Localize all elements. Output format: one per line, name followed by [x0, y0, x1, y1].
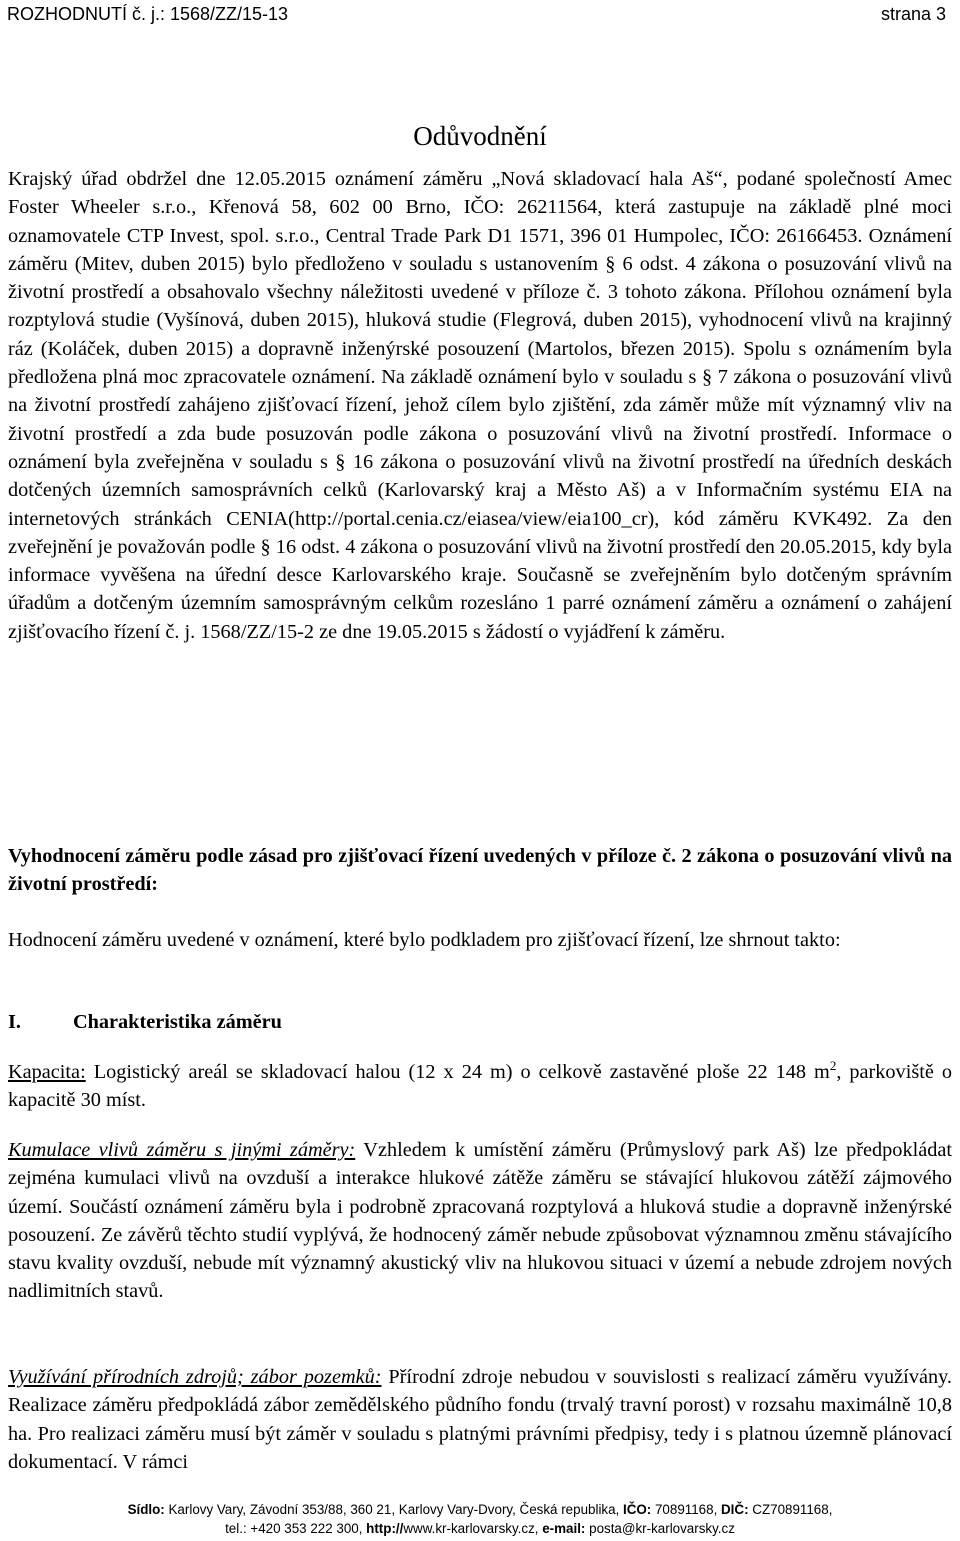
evaluation-summary: Hodnocení záměru uvedené v oznámení, které bylo podkladem pro zjišťovací řízení, lze shrnout takto: [8, 929, 841, 951]
section-i-title: Charakteristika záměru [72, 1011, 282, 1033]
footer-ico: 70891168, [651, 1502, 722, 1517]
evaluation-block [8, 842, 952, 899]
intro-paragraph: Krajský úřad obdržel dne 12.05.2015 oznámení záměru „Nová skladovací hala Aš“, podané společností Amec Foster Wheeler s.r.o., Křenová 58, 602 00 Brno, IČO: 26211564, která zastupuje na základě plné moci oznamovatele CTP Invest, spol. s.r.o., Central Trade Park D1 1571, 396 01 Humpolec, IČO: 26166453. Oznámení záměru (Mitev, duben 2015) bylo předloženo v souladu s ustanovením § 6 odst. 4 zákona o posuzování vlivů na životní prostředí a obsahovalo všechny náležitosti uvedené v příloze č. 3 tohoto zákona. Přílohou oznámení byla rozptylová studie (Vyšínová, duben 2015), hluková studie (Flegrová, duben 2015), vyhodnocení vlivů na krajinný ráz (Koláček, duben 2015) a dopravně inženýrské posouzení (Martolos, březen 2015). Spolu s oznámením byla předložena plná moc zpracovatele oznámení. Na základě oznámení bylo v souladu s § 7 zákona o posuzování vlivů na životní prostředí zahájeno zjišťovací řízení, jehož cílem bylo zjištění, zda záměr může mít významný vliv na životní prostředí a zda bude posuzován podle zákona o posuzování vlivů na životní prostředí. Informace o oznámení byla zveřejněna v souladu s § 16 zákona o posuzování vlivů na životní prostředí na úředních deskách dotčených územních samosprávních celků (Karlovarský kraj a Město Aš) a v Informačním systému EIA na internetových stránkách CENIA(http://portal.cenia.cz/eiasea/view/eia100_cr), kód záměru KVK492. Za den zveřejnění je považován podle § 16 odst. 4 zákona o posuzování vlivů na životní prostředí den 20.05.2015, kdy byla informace vyvěšena na úřední desce Karlovarského kraje. Současně se zveřejněním bylo dotčeným správním úřadům a dotčeným územním samosprávným celkům rozesláno 1 parré oznámení záměru a oznámení o zahájení zjišťovacího řízení č. j. 1568/ZZ/15-2 ze dne 19.05.2015 s žádostí o vyjádření k záměru. [8, 168, 952, 643]
evaluation-summary-block [8, 926, 952, 954]
footer-sidlo-label: Sídlo: [127, 1502, 165, 1517]
footer-http-label: http:// [366, 1521, 404, 1536]
footer-email[interactable]: posta@kr-karlovarsky.cz [585, 1521, 735, 1536]
evaluation-heading: Vyhodnocení záměru podle zásad pro zjišťovací řízení uvedených v příloze č. 2 zákona o posuzování vlivů na životní prostředí: [8, 845, 952, 896]
footer-email-label: e-mail: [542, 1521, 586, 1536]
kapacita-sup: 2 [829, 1058, 837, 1074]
kapacita-text: Logistický areál se skladovací halou (12 x 24 m) o celkově zastavěné ploše 22 148 m [85, 1061, 830, 1083]
footer-ico-label: IČO: [623, 1502, 652, 1517]
vyuzivani-block [8, 1363, 952, 1476]
kumulace-paragraph [8, 1136, 952, 1306]
vyuzivani-paragraph [8, 1363, 952, 1476]
section-heading: Odůvodnění [413, 121, 547, 151]
kapacita-block [8, 1058, 952, 1115]
intro-block [8, 165, 952, 646]
kapacita-paragraph [8, 1058, 952, 1115]
page-number: strana 3 [880, 4, 946, 24]
kumulace-text: Vzhledem k umístění záměru (Průmyslový park Aš) lze předpokládat zejména kumulaci vlivů na ovzduší a interakce hlukové zátěže záměru se stávající hlukovou zátěží zájmového území. Součástí oznámení záměru byla i podrobně zpracovaná rozptylová a hluková studie a dopravně inženýrské posouzení. Ze závěrů těchto studií vyplývá, že hodnocený záměr nebude způsobovat významnou změnu stávajícího stavu kvality ovzduší, nebude mít významný akustický vliv na hlukovou situaci v území a nebude zdrojem nových nadlimitních stavů. [8, 1139, 952, 1303]
page-footer [0, 1500, 960, 1538]
footer-line-2 [0, 1519, 960, 1538]
kumulace-block [8, 1136, 952, 1306]
kapacita-label: Kapacita: [8, 1061, 86, 1083]
kapacita-tail: , parkoviště o kapacitě 30 míst. [8, 1061, 953, 1112]
footer-dic: CZ70891168, [748, 1502, 833, 1517]
footer-website[interactable]: www.kr-karlovarsky.cz, [403, 1521, 543, 1536]
footer-dic-label: DIČ: [721, 1502, 749, 1517]
section-i-number: I. [8, 1011, 21, 1033]
footer-line-1 [0, 1500, 960, 1519]
footer-phone: tel.: +420 353 222 300, [225, 1521, 367, 1536]
footer-address: Karlovy Vary, Závodní 353/88, 360 21, Karlovy Vary-Dvory, Česká republika, [164, 1502, 623, 1517]
decision-number: ROZHODNUTÍ č. j.: 1568/ZZ/15-13 [7, 4, 289, 24]
page-header [7, 4, 946, 34]
kumulace-label: Kumulace vlivů záměru s jinými záměry: [8, 1139, 356, 1161]
vyuzivani-label: Využívání přírodních zdrojů; zábor pozemků: [8, 1366, 382, 1388]
section-i-heading [8, 1008, 952, 1036]
vyuzivani-text: Přírodní zdroje nebudou v souvislosti s realizací záměru využívány. Realizace záměru předpokládá zábor zemědělského půdního fondu (trvalý travní porost) v rozsahu maximálně 10,8 ha. Pro realizaci záměru musí být záměr v souladu s platnými právními předpisy, tedy i s platnou územně plánovací dokumentací. V rámci [8, 1366, 952, 1473]
